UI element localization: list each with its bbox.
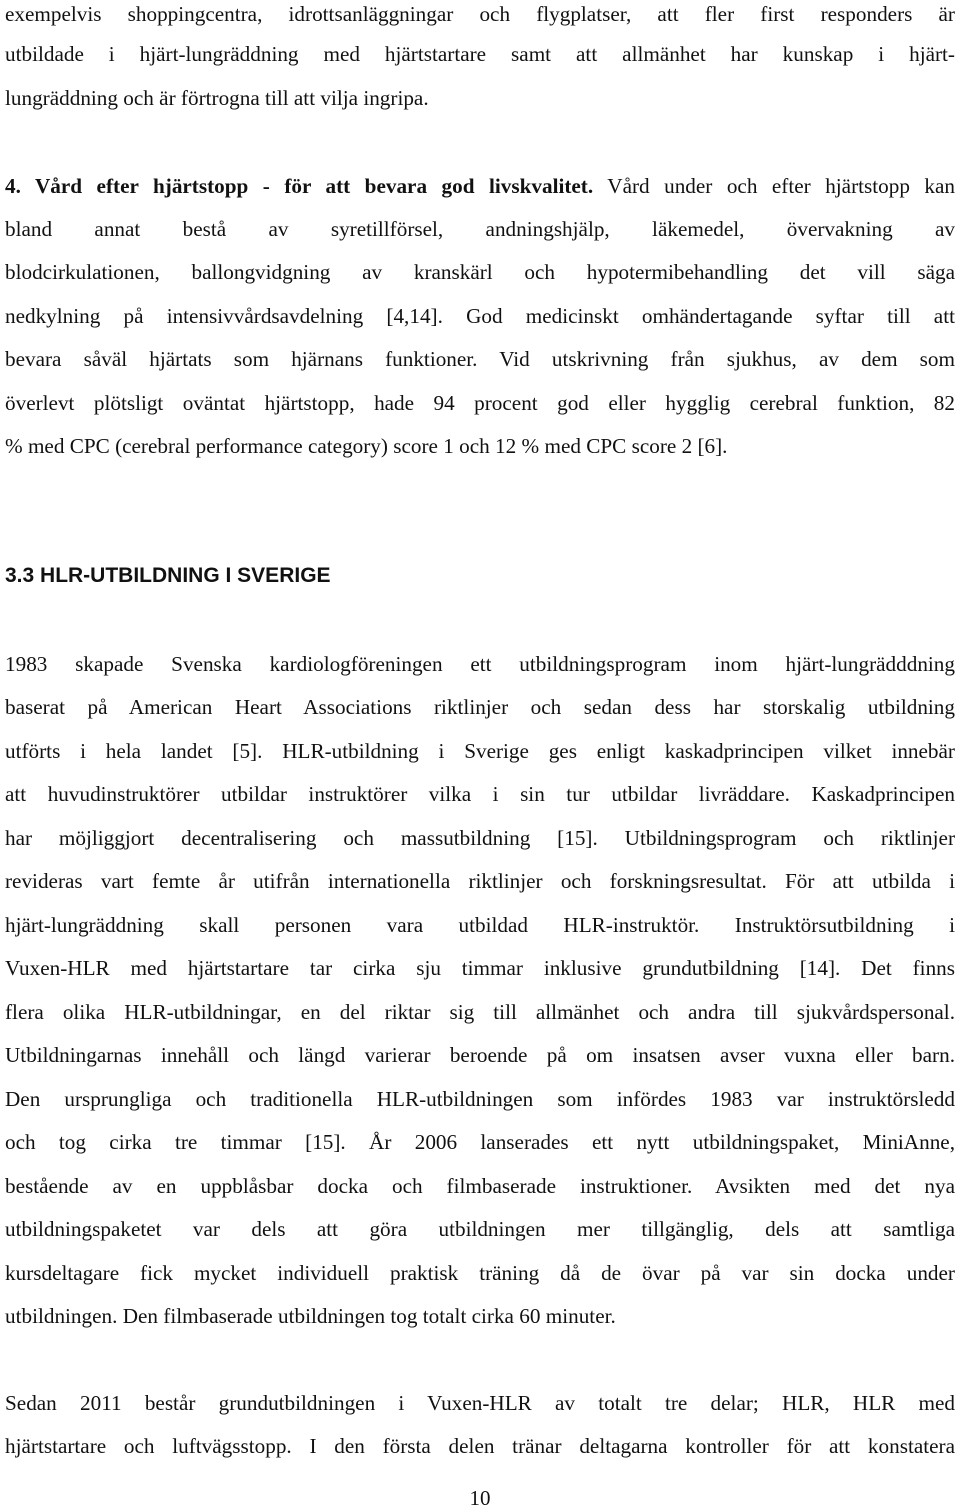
section-heading: 3.3 HLR-UTBILDNING I SVERIGE: [5, 564, 331, 587]
text-line: lungräddning och är förtrogna till att vilja ingripa.: [5, 86, 429, 110]
page-number: 10: [469, 1486, 491, 1510]
text-line: flera olika HLR-utbildningar, en del riktar sig till allmänhet och andra till sjukvårdspersonal.: [5, 1000, 955, 1024]
text-line: hjärtstartare och luftvägsstopp. I den första delen tränar deltagarna kontroller för att konstatera: [5, 1434, 955, 1458]
text-line: utbildningen. Den filmbaserade utbildningen tog totalt cirka 60 minuter.: [5, 1304, 616, 1328]
text-line: utförts i hela landet [5]. HLR-utbildning i Sverige ges enligt kaskadprincipen vilket innebär: [5, 739, 955, 763]
text-line: 1983 skapade Svenska kardiologföreningen ett utbildningsprogram inom hjärt-lungrädddning: [5, 652, 955, 676]
text-run: Vård under och efter hjärtstopp kan: [593, 174, 956, 198]
text-line: har möjliggjort decentralisering och massutbildning [15]. Utbildningsprogram och riktlinjer: [5, 826, 955, 850]
text-line: Den ursprungliga och traditionella HLR-utbildningen som infördes 1983 var instruktörsledd: [5, 1087, 955, 1111]
text-line: bestående av en uppblåsbar docka och filmbaserade instruktioner. Avsikten med det nya: [5, 1174, 955, 1198]
text-line: och tog cirka tre timmar [15]. År 2006 lanserades ett nytt utbildningspaket, MiniAnne,: [5, 1130, 955, 1154]
text-line: % med CPC (cerebral performance category) score 1 och 12 % med CPC score 2 [6].: [5, 434, 728, 458]
text-line: överlevt plötsligt oväntat hjärtstopp, hade 94 procent god eller hygglig cerebral funktion, 82: [5, 391, 955, 415]
text-line: Utbildningarnas innehåll och längd varierar beroende på om insatsen avser vuxna eller barn.: [5, 1043, 955, 1067]
text-line: [5, 172, 955, 200]
text-line: revideras vart femte år utifrån internationella riktlinjer och forskningsresultat. För att utbilda i: [5, 869, 955, 893]
text-line: blodcirkulationen, ballongvidgning av kranskärl och hypotermibehandling det vill säga: [5, 260, 955, 284]
text-line: exempelvis shoppingcentra, idrottsanläggningar och flygplatser, att fler first responders är: [5, 2, 955, 26]
text-line: utbildningspaketet var dels att göra utbildningen mer tillgänglig, dels att samtliga: [5, 1217, 955, 1241]
text-line: baserat på American Heart Associations riktlinjer och sedan dess har storskalig utbildning: [5, 695, 955, 719]
text-line: bland annat bestå av syretillförsel, andningshjälp, läkemedel, övervakning av: [5, 217, 955, 241]
text-line: nedkylning på intensivvårdsavdelning [4,14]. God medicinskt omhändertagande syftar till att: [5, 304, 955, 328]
text-line: Sedan 2011 består grundutbildningen i Vuxen-HLR av totalt tre delar; HLR, HLR med: [5, 1391, 955, 1415]
text-line: Vuxen-HLR med hjärtstartare tar cirka sju timmar inklusive grundutbildning [14]. Det finns: [5, 956, 955, 980]
text-line: att huvudinstruktörer utbildar instruktörer vilka i sin tur utbildar livräddare. Kaskadprincipen: [5, 782, 955, 806]
text-line: hjärt-lungräddning skall personen vara utbildad HLR-instruktör. Instruktörsutbildning i: [5, 913, 955, 937]
text-line: utbildade i hjärt-lungräddning med hjärtstartare samt att allmänhet har kunskap i hjärt-: [5, 42, 955, 66]
text-line: kursdeltagare fick mycket individuell praktisk träning då de övar på var sin docka under: [5, 1261, 955, 1285]
text-line: bevara såväl hjärtats som hjärnans funktioner. Vid utskrivning från sjukhus, av dem som: [5, 347, 955, 371]
bold-lead-in: 4. Vård efter hjärtstopp - för att bevara god livskvalitet.: [5, 174, 594, 198]
